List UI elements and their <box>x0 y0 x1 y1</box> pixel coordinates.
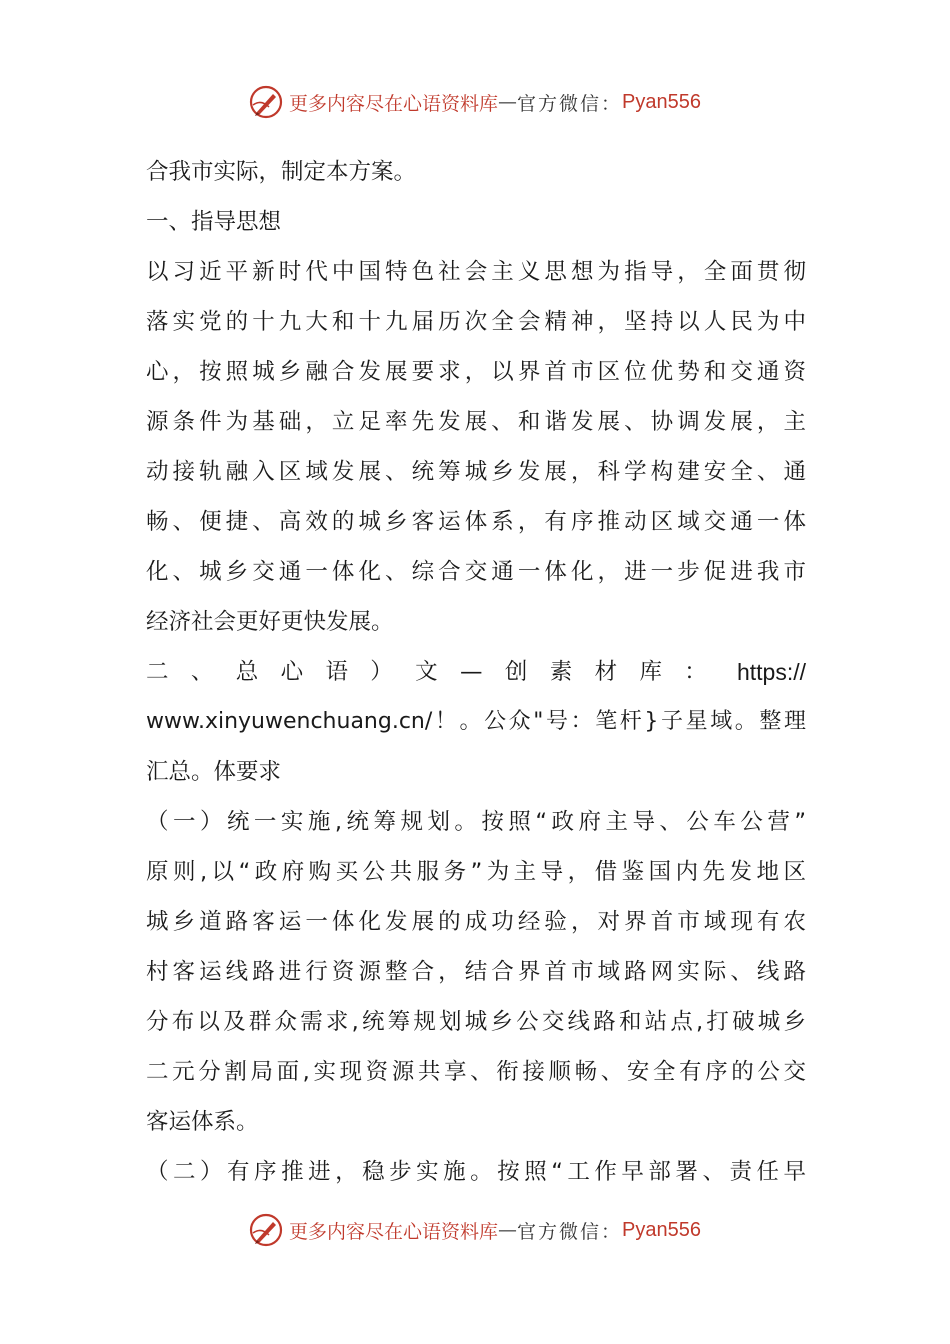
pen-logo-icon <box>249 1213 283 1247</box>
watermark-separator: — <box>498 91 518 113</box>
heading-char: 语 <box>325 659 348 685</box>
header-watermark <box>0 80 950 124</box>
paragraph-line: 畅、便捷、高效的城乡客运体系，有序推动区域交通一体 <box>146 509 806 535</box>
watermark-text: 更多内容尽在心语资料库 <box>289 92 499 115</box>
paragraph-line: 经济社会更好更快发展。 <box>146 609 394 635</box>
heading-char: 二 <box>146 659 169 685</box>
section-heading-spread <box>146 647 806 697</box>
watermark-wechat-id: Pyan556 <box>622 1218 701 1241</box>
paragraph-line: 分布以及群众需求,统筹规划城乡公交线路和站点,打破城乡 <box>146 1009 806 1035</box>
watermark-separator: — <box>498 1219 518 1241</box>
heading-char: 总 <box>235 659 259 685</box>
paragraph-line: 心，按照城乡融合发展要求，以界首市区位优势和交通资 <box>146 359 806 385</box>
document-body <box>146 147 806 1197</box>
heading-char: 创 <box>504 659 528 685</box>
heading-char: 材 <box>594 659 618 685</box>
heading-spread-chars <box>146 647 737 697</box>
heading-char: 文 <box>415 659 438 685</box>
watermark-label: 官方微信： <box>517 92 623 115</box>
watermark-text: 更多内容尽在心语资料库 <box>289 1220 499 1243</box>
paragraph-line: 动接轨融入区域发展、统筹城乡发展，科学构建安全、通 <box>146 459 806 485</box>
heading-char: 、 <box>190 659 214 685</box>
paragraph-line: 汇总。体要求 <box>146 759 282 785</box>
pen-logo-icon <box>249 85 283 119</box>
paragraph-line: 原则,以“政府购买公共服务”为主导，借鉴国内先发地区 <box>146 859 806 885</box>
paragraph-line: 客运体系。 <box>146 1109 259 1135</box>
heading-char: — <box>460 659 483 685</box>
heading-char: ） <box>370 659 393 685</box>
watermark-wechat-id: Pyan556 <box>622 90 701 113</box>
watermark-label: 官方微信： <box>517 1220 623 1243</box>
subsection-heading: （一）统一实施,统筹规划。按照“政府主导、公车公营” <box>146 809 806 835</box>
paragraph-line-url: www.xinyuwenchuang.cn/！。公众"号：笔杆}子星域。整理 <box>146 709 806 734</box>
paragraph-line: 落实党的十九大和十九届历次全会精神，坚持以人民为中 <box>146 309 806 335</box>
paragraph-line: 二元分割局面,实现资源共享、衔接顺畅、安全有序的公交 <box>146 1059 806 1085</box>
footer-watermark <box>0 1208 950 1252</box>
heading-char: 库 <box>639 659 662 685</box>
paragraph-line: 源条件为基础，立足率先发展、和谐发展、协调发展，主 <box>146 409 806 435</box>
subsection-heading: （二）有序推进，稳步实施。按照“工作早部署、责任早 <box>146 1159 806 1185</box>
paragraph-line: 城乡道路客运一体化发展的成功经验，对界首市域现有农 <box>146 909 806 935</box>
heading-char: 心 <box>280 659 304 685</box>
heading-char: ： <box>684 659 707 685</box>
paragraph-line: 以习近平新时代中国特色社会主义思想为指导，全面贯彻 <box>146 259 806 285</box>
paragraph-line: 合我市实际，制定本方案。 <box>146 159 417 185</box>
paragraph-line: 化、城乡交通一体化、综合交通一体化，进一步促进我市 <box>146 559 806 585</box>
heading-char: 素 <box>549 659 573 685</box>
section-heading: 一、指导思想 <box>146 209 282 235</box>
paragraph-line: 村客运线路进行资源整合，结合界首市域路网实际、线路 <box>146 959 806 985</box>
url-fragment: https:// <box>736 659 806 685</box>
